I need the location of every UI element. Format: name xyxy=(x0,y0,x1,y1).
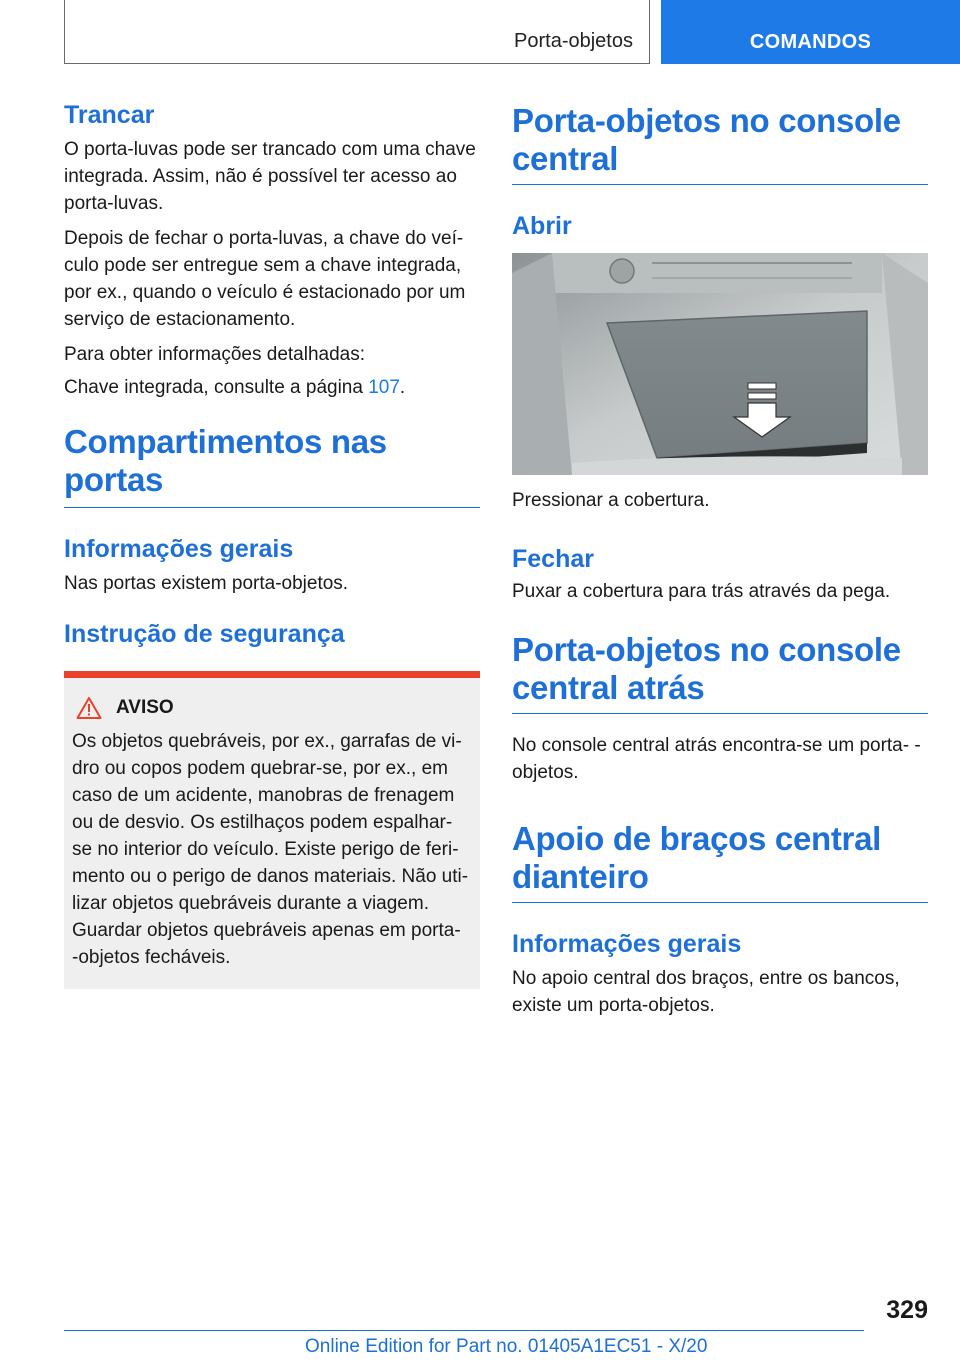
console-cover-illustration xyxy=(512,253,928,475)
divider-apoio-bracos xyxy=(512,902,928,903)
warning-label: AVISO xyxy=(116,697,174,718)
footer-edition: Online Edition for Part no. 01405A1EC51 - X/20 xyxy=(305,1336,708,1357)
heading-trancar: Trancar xyxy=(64,101,155,129)
heading-instrucao-seguranca: Instrução de segurança xyxy=(64,620,345,648)
footer-divider xyxy=(64,1330,864,1331)
paragraph-informacoes: Nas portas existem porta-objetos. xyxy=(64,573,349,594)
paragraph-trancar-4-text: Chave integrada, consulte a página xyxy=(64,377,369,398)
header-chapter-tab[interactable] xyxy=(661,0,960,64)
paragraph-trancar-4 xyxy=(64,374,480,401)
heading-apoio-informacoes: Informações gerais xyxy=(512,930,742,958)
heading-abrir: Abrir xyxy=(512,212,572,240)
left-column xyxy=(64,100,480,989)
heading-fechar: Fechar xyxy=(512,545,594,573)
warning-triangle-icon xyxy=(76,696,102,720)
paragraph-trancar-2: Depois de fechar o porta-luvas, a chave do veí- culo pode ser entregue sem a chave integrada, por ex., quando o veículo é estacionado por um serviço de estacionamento. xyxy=(64,228,466,330)
divider-compartimentos xyxy=(64,507,480,508)
paragraph-console-atras: No console central atrás encontra-se um porta- -objetos. xyxy=(512,735,921,783)
paragraph-trancar-1: O porta-luvas pode ser trancado com uma chave integrada. Assim, não é possível ter acesso ao porta-luvas. xyxy=(64,139,476,214)
header-chapter-label: COMANDOS xyxy=(749,31,872,53)
header-section-box xyxy=(64,0,650,64)
heading-compartimentos: Compartimentos nas portas xyxy=(64,423,387,498)
divider-console-atras xyxy=(512,713,928,714)
warning-text: Os objetos quebráveis, por ex., garrafas de vi- dro ou copos podem quebrar-se, por ex., em caso de um acidente, manobras de frenagem ou de desvio. Os estilhaços podem espalhar-se no interior do veículo. Existe perigo de feri- mento ou o perigo de danos materiais. Não uti- lizar objetos quebráveis durante a viagem. Guardar objetos quebráveis apenas em porta- -objetos fecháveis. xyxy=(72,731,469,968)
paragraph-apoio: No apoio central dos braços, entre os bancos, existe um porta-objetos. xyxy=(512,968,900,1016)
page-number: 329 xyxy=(886,1296,928,1324)
heading-console-central-atras: Porta-objetos no console central atrás xyxy=(512,631,901,706)
heading-console-central: Porta-objetos no console central xyxy=(512,102,901,177)
paragraph-fechar: Puxar a cobertura para trás através da pega. xyxy=(512,581,891,602)
paragraph-trancar-4-end: . xyxy=(399,377,406,398)
warning-header xyxy=(72,696,472,720)
page-link-107[interactable]: 107 xyxy=(368,377,400,398)
right-column xyxy=(512,102,928,1019)
header-section-title: Porta-objetos xyxy=(514,30,633,52)
paragraph-abrir: Pressionar a cobertura. xyxy=(512,490,710,511)
heading-informacoes-gerais: Informações gerais xyxy=(64,535,294,563)
divider-console-central xyxy=(512,184,928,185)
heading-apoio-bracos: Apoio de braços central dianteiro xyxy=(512,820,882,895)
paragraph-trancar-3: Para obter informações detalhadas: xyxy=(64,344,366,365)
warning-box xyxy=(64,671,480,989)
console-cover-photo xyxy=(512,253,928,475)
